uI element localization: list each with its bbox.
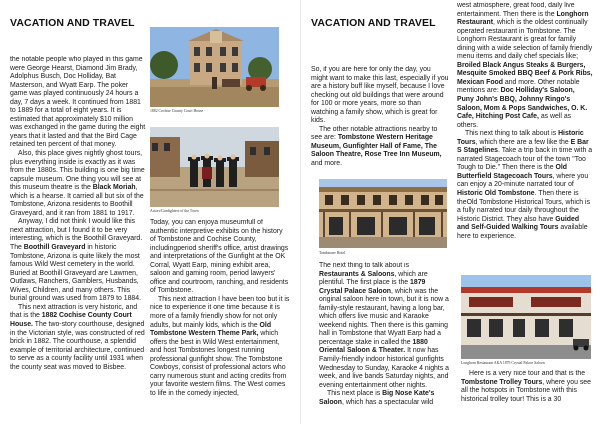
- photo-caption: Longhorn Restaurant AKA 1879 Crystal Palace Saloon: [461, 361, 545, 365]
- paragraph: Anyway, I did not think I would like this next attraction, but I found it to be very interesting, which is the Boothill Graveyard. The Boothill Graveyard in historic Tombstone, Arizona is quite likely the most famous Wild West cemetery in the world. Buried at Boothill Graveyard are Lawmen, Outlaws, Ranchers, Gamblers, Husbands, Wives, Children, and many others. This burial ground was used from 1879 to 1884.: [10, 218, 143, 303]
- paragraph: This next attraction is very historic, and that is the 1882 Cochise County Court House. The two-story courthouse, designed in the Victorian style, was constructed of red brick in 1882. The courthouse, a splendid example of territorial architecture, continued to serve as a county facility until 1931 when the county seat was moved to Bisbee.: [10, 303, 145, 371]
- paragraph: west atmosphere, great food, daily live entertainment. Then there is the Longhorn Restaurant, which is the oldest continually operated restaurant in Tombstone. The Longhorn Restaurant is great for family dining with a wide selection of family friendly menu items and daily chef specials like; Broiled Black Angus Steaks & Burgers, Mesquite Smoked BBQ Beef & Pork Ribs, Mexican Food and more. Other notable mentions are: Doc Holliday's Saloon, Puny John's BBQ, Johnny Ringo's Saloon, Mom & Pops Sandwiches, O. K. Cafe, Hitching Post Cafe, as well as others.: [457, 2, 593, 129]
- longhorn-restaurant-photo: [461, 275, 591, 359]
- gunfighters-photo: [150, 127, 279, 207]
- page-title: VACATION AND TRAVEL: [10, 17, 135, 29]
- left-column-1: [10, 56, 146, 422]
- paragraph: This next attraction I have been too but it is nice to experience it one time because it is more of a family friendly show for not only adults, but mainly kids, which is the Old Tombstone Western Theme Park, which offers the best in Wild West entertainment, and host Tombstones longest running professional gunfight show. The Tombstone Cowboys, consist of professional actors who carry numerous stunt and acting credits from your favorite western films. The West comes to life in the comedy injected,: [150, 295, 290, 397]
- paragraph: Here is a very nice tour and that is the Tombstone Trolley Tours, where you see all the hotspots in Tombstone with this historical trolley tour! This is a 30: [461, 370, 591, 403]
- right-column-2-top: [457, 2, 593, 265]
- left-column-2: [150, 219, 290, 422]
- paragraph: Also, this place gives nightly ghost tours, plus everything inside is exactly as it was from the 1880s. This building is one big time capsule museum. One thing you will see at this museum theatre is the Black Moriah, which is a hearse. It carried all but six of the Tombstone, Arizona residents to Boothill Graveyard, and it ran from 1881 to 1917.: [10, 150, 145, 217]
- paragraph: The next thing to talk about is Restaurants & Saloons, which are plentiful. The first place is the 1879 Crystal Palace Saloon, which was the original saloon here in town, but it is now a family-style restaurant, having a long bar, which offers live music and Karaoke weekend nights. Then there is this gaming hall in Tombstone that Wyatt Earp had a percentage stake in called the 1880 Oriental Saloon & Theater. It now has Family-friendly indoor historical gunfights Wednesday to Sunday, Karaoke 4 nights a week, and live bands Saturday nights, and evening entertainment other nights.: [319, 262, 449, 389]
- paragraph: the notable people who played in this game were George Hearst, Diamond Jim Brady, Adolphus Busch, Doc Holliday, Bat Masterson, and Wyatt Earp. The poker game was played continuously 24 hours a day, 7 days a week. It continued from 1881 to 1889 for a total of eight years. It is estimated that approximately $10 million was exchanged in the game during the eight years that it lasted and that the Bird Cage retained ten percent of that money.: [10, 56, 146, 149]
- right-column-1-bottom: [319, 262, 449, 422]
- page-title: VACATION AND TRAVEL: [311, 17, 436, 29]
- courthouse-photo: [150, 27, 279, 107]
- photo-caption: Tombstone Hotel: [319, 251, 346, 255]
- paragraph: This next thing to talk about is Historic Tours, which there are a few like the E Bar S Stagelines. Take a trip back in time with a narrated Stagecoach tour of the town "Too Tough to Die." Then there is the Old Butterfield Stagecoach Tours, where you can enjoy a 20-minute narrated tour of Historic Old Tombstone. Then there is theOld Tombstone Historical Tours, which is a fully narrated tour daily throughout the Historic District. They also have Guided and Self-Guided Walking Tours available here to experience.: [457, 130, 593, 240]
- paragraph: Today, you can enjoya museumfull of authentic interpretive exhibits on the history of Tombstone and Cochise County, includingperiod sheriff's office, artist drawings and interpretations of the Gunfight at the OK Corral, Wyatt Earp, mining exhibit area, saloon and gaming room, period lawyers' office and courtroom, ranching, and residents of Tombstone.: [150, 219, 289, 295]
- paragraph: This next place is Big Nose Kate's Saloon, which has a spectacular wild: [319, 390, 435, 406]
- paragraph: So, if you are here for only the day, you might want to make this last, especially if you are a history buff like myself, because I love checking out old buildings that were around for 100 or more years, more so than watching a family show, which is great for kids.: [311, 66, 449, 125]
- right-column-1-top: [311, 66, 449, 180]
- right-column-2-bottom: [461, 370, 593, 422]
- tombstone-hotel-photo: [319, 179, 447, 248]
- photo-caption: Actors/Gunfighters of the Town: [150, 209, 199, 213]
- right-page: [300, 0, 600, 424]
- paragraph: The other notable attractions nearby to see are: Tombstone Western Heritage Museum, Gunfighter Hall of Fame, The Saloon Theatre, Rose Tree Inn Museum, and more.: [311, 125, 442, 168]
- photo-caption: 1882 Cochise County Court House: [150, 109, 204, 113]
